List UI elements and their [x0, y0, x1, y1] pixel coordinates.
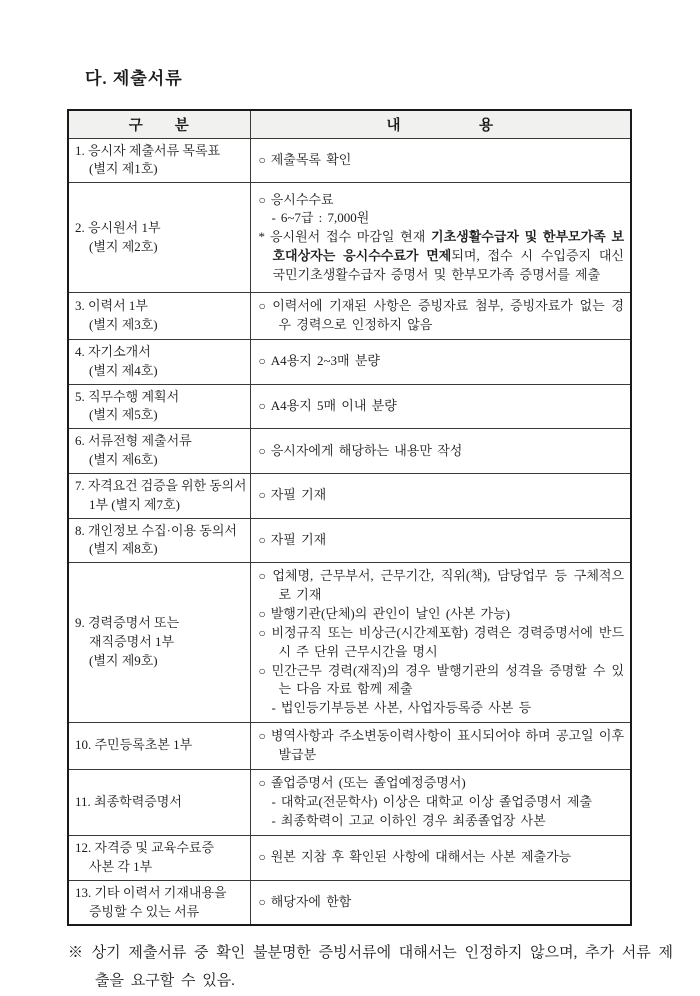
- content-line: ○ A4용지 5매 이내 분량: [258, 397, 397, 413]
- bullet-marker: -: [271, 210, 276, 226]
- content-line: ○ 업체명, 근무부서, 근무기간, 직위(책), 담당업무 등 구체적으로 기재: [258, 568, 624, 603]
- content-cell: [250, 723, 631, 770]
- category-label-line: 12. 자격증 및 교육수료증: [75, 839, 215, 855]
- table-body: [68, 138, 631, 925]
- table-row: [68, 723, 631, 770]
- bullet-marker: ○: [258, 192, 266, 207]
- bullet-marker: ○: [258, 625, 267, 640]
- content-cell: [250, 339, 631, 384]
- table-row: [68, 473, 631, 518]
- content-cell: [250, 473, 631, 518]
- bullet-marker: ○: [258, 398, 266, 413]
- category-label-line: 재직증명서 1부: [89, 634, 175, 650]
- bullet-marker: -: [271, 700, 276, 716]
- content-line: ○ 병역사항과 주소변동이력사항이 표시되어야 하며 공고일 이후 발급분: [258, 728, 625, 762]
- column-header-category: 구 분: [68, 110, 250, 138]
- category-label-line: 3. 이력서 1부: [75, 298, 148, 314]
- category-cell: [68, 429, 250, 474]
- content-line: ○ 자필 기재: [258, 487, 327, 503]
- category-cell: [68, 880, 250, 925]
- bullet-marker: *: [258, 229, 265, 245]
- table-row: [68, 563, 631, 723]
- content-cell: [250, 138, 631, 183]
- bullet-marker: ○: [258, 607, 266, 621]
- category-cell: [68, 723, 250, 770]
- bullet-marker: ○: [258, 443, 266, 458]
- content-cell: [250, 518, 631, 563]
- table-row: [68, 429, 631, 474]
- bullet-marker: ○: [258, 775, 266, 790]
- category-label-line: (별지 제6호): [89, 452, 158, 468]
- content-line: ○ A4용지 2~3매 분량: [258, 353, 380, 369]
- content-line: ○ 민간근무 경력(재직)의 경우 발행기관의 성격을 증명할 수 있는 다음 자료 함께 제출: [258, 662, 624, 697]
- category-cell: [68, 183, 250, 293]
- bullet-marker: ○: [258, 729, 266, 744]
- category-label-line: 1. 응시자 제출서류 목록표: [75, 142, 221, 158]
- content-line: - 6~7급 : 7,000원: [271, 210, 370, 226]
- content-cell: [250, 769, 631, 835]
- category-label-line: (별지 제9호): [89, 653, 158, 669]
- category-label-line: 1부 (별지 제7호): [89, 496, 180, 512]
- content-cell: [250, 835, 631, 880]
- content-line: ○ 비정규직 또는 비상근(시간제포함) 경력은 경력증명서에 반드시 주 단위 근무시간을 명시: [258, 624, 625, 659]
- content-cell: [250, 429, 631, 474]
- category-label-line: 5. 직무수행 계획서: [75, 388, 180, 404]
- bullet-marker: ○: [258, 663, 267, 678]
- content-line: * 응시원서 접수 마감일 현재 기초생활수급자 및 한부모가족 보호대상자는 응시수수료가 면제되며, 접수 시 수입증지 대신 국민기초생활수급자 증명서 및 한부모가족 증명서를 제출: [258, 229, 625, 282]
- content-cell: [250, 384, 631, 429]
- content-line: - 법인등기부등본 사본, 사업자등록증 사본 등: [271, 700, 532, 716]
- category-label-line: (별지 제8호): [89, 541, 158, 557]
- documents-table: [67, 109, 632, 926]
- table-header: [68, 110, 631, 138]
- category-cell: [68, 138, 250, 183]
- category-label-line: (별지 제4호): [89, 362, 158, 378]
- content-line: ○ 응시수수료: [258, 191, 334, 207]
- table-row: [68, 880, 631, 925]
- bullet-marker: ○: [258, 850, 266, 865]
- content-cell: [250, 183, 631, 293]
- table-row: [68, 518, 631, 563]
- bullet-marker: ○: [258, 354, 266, 369]
- category-cell: [68, 835, 250, 880]
- content-line: ○ 이력서에 기재된 사항은 증빙자료 첨부, 증빙자료가 없는 경우 경력으로 인정하지 않음: [258, 298, 624, 333]
- category-label-line: 증빙할 수 있는 서류: [89, 903, 200, 919]
- table-row: [68, 769, 631, 835]
- table-row: [68, 339, 631, 384]
- category-label-line: (별지 제5호): [89, 407, 158, 423]
- content-cell: [250, 293, 631, 340]
- bullet-marker: ○: [258, 488, 266, 503]
- category-cell: [68, 293, 250, 340]
- content-line: - 대학교(전문학사) 이상은 대학교 이상 졸업증명서 제출: [271, 793, 593, 809]
- bullet-marker: ○: [258, 533, 266, 548]
- category-label-line: (별지 제3호): [89, 317, 158, 333]
- table-row: [68, 138, 631, 183]
- page-title: 다. 제출서류: [85, 69, 183, 88]
- bullet-marker: -: [271, 793, 276, 809]
- category-cell: [68, 384, 250, 429]
- category-label-line: 2. 응시원서 1부: [75, 219, 161, 235]
- content-line: ○ 발행기관(단체)의 관인이 날인 (사본 가능): [258, 606, 510, 621]
- category-label-line: 8. 개인정보 수집·이용 동의서: [75, 522, 237, 538]
- category-cell: [68, 769, 250, 835]
- category-label-line: 4. 자기소개서: [75, 343, 151, 359]
- category-label-line: 6. 서류전형 제출서류: [75, 433, 192, 449]
- header-row: [68, 110, 631, 138]
- content-cell: [250, 563, 631, 723]
- category-cell: [68, 339, 250, 384]
- table-row: [68, 183, 631, 293]
- category-label-line: 13. 기타 이력서 기재내용을: [75, 884, 227, 900]
- bullet-marker: ○: [258, 152, 266, 167]
- content-line: ○ 졸업증명서 (또는 졸업예정증명서): [258, 774, 466, 790]
- category-label-line: (별지 제2호): [89, 238, 158, 254]
- category-label-line: 10. 주민등록초본 1부: [75, 737, 193, 753]
- category-label-line: 7. 자격요건 검증을 위한 동의서: [75, 477, 247, 493]
- table-row: [68, 384, 631, 429]
- content-line: ○ 자필 기재: [258, 532, 327, 548]
- content-cell: [250, 880, 631, 925]
- table-row: [68, 293, 631, 340]
- content-line: ○ 응시자에게 해당하는 내용만 작성: [258, 442, 463, 458]
- bullet-marker: ○: [258, 895, 266, 910]
- content-line: ○ 원본 지참 후 확인된 사항에 대해서는 사본 제출가능: [258, 849, 572, 865]
- category-label-line: 사본 각 1부: [89, 858, 153, 874]
- bullet-marker: ○: [258, 299, 268, 314]
- bullet-marker: ○: [258, 569, 268, 584]
- content-line: ○ 제출목록 확인: [258, 151, 352, 167]
- content-line: ○ 해당자에 한함: [258, 894, 352, 910]
- category-label-line: 9. 경력증명서 또는: [75, 615, 180, 631]
- table-row: [68, 835, 631, 880]
- category-cell: [68, 563, 250, 723]
- content-line: - 최종학력이 고교 이하인 경우 최종졸업장 사본: [271, 812, 546, 828]
- column-header-content: 내 용: [250, 110, 631, 138]
- bullet-marker: -: [271, 812, 276, 828]
- footnote: ※ 상기 제출서류 중 확인 불분명한 증빙서류에 대해서는 인정하지 않으며, 추가 서류 제출을 요구할 수 있음.: [68, 945, 673, 990]
- category-label-line: (별지 제1호): [89, 161, 158, 177]
- category-cell: [68, 518, 250, 563]
- category-label-line: 11. 최종학력증명서: [75, 793, 182, 809]
- category-cell: [68, 473, 250, 518]
